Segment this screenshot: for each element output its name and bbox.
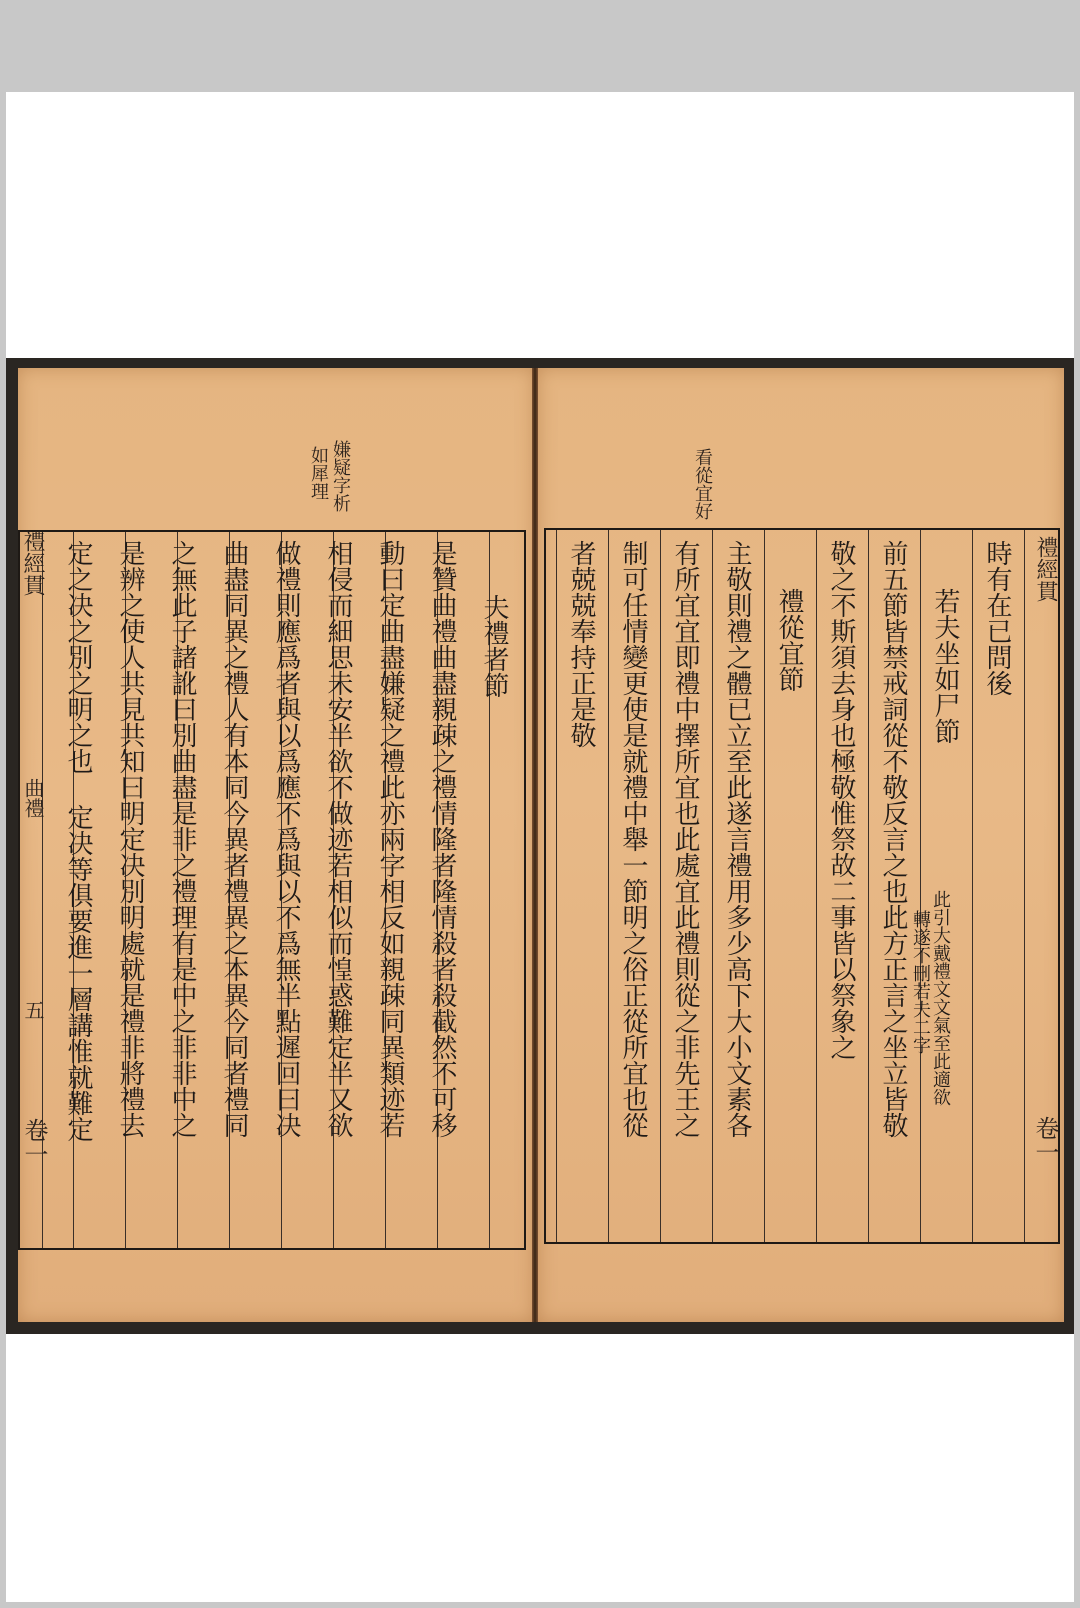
right-col-9: 者兢兢奉持正是敬 [566, 540, 596, 748]
left-top-note-1: 嫌疑字析 [330, 440, 351, 512]
left-col-2: 是贊曲禮曲盡親疎之禮情隆者隆情殺者殺截然不可移 [427, 540, 457, 1138]
right-annotation-2: 轉遂不刪若夫二字 [910, 910, 931, 1054]
left-col-9: 定之决之別之明之也 定决等俱要進一層講惟就難定 [63, 540, 93, 1142]
left-col-1: 夫禮者節 [479, 594, 509, 698]
right-col-2: 若夫坐如尸節 [930, 588, 960, 744]
left-col-8: 是辨之使人共見共知曰明定决別明處就是禮非將禮去 [115, 540, 145, 1138]
left-col-3: 動曰定曲盡嫌疑之禮此亦兩字相反如親疎同異類迹若 [375, 540, 405, 1138]
left-col-7: 之無此子諸訛曰別曲盡是非之禮理有是中之非非中之 [167, 540, 197, 1138]
left-top-note-2: 如犀理 [308, 446, 329, 500]
right-col-8: 制可任情變更使是就禮中舉一節明之俗正從所宜也從 [618, 540, 648, 1138]
right-col-7: 有所宜宜即禮中擇所宜也此處宜此禮則從之非先王之 [670, 540, 700, 1138]
right-col-6: 主敬則禮之體已立至此遂言禮用多少高下大小文素各 [722, 540, 752, 1138]
right-margin-volume: 卷一 [1031, 1116, 1059, 1164]
right-col-1: 時有在已問後 [982, 540, 1012, 696]
right-margin-title: 禮經貫 [1033, 536, 1058, 602]
right-top-note: 看從宜好 [692, 448, 713, 520]
right-annotation-1: 此引大戴禮文文氣至此適欲 [930, 890, 951, 1106]
right-col-4: 敬之不斯須去身也極敬惟祭故二事皆以祭象之 [826, 540, 856, 1060]
left-col-6: 曲盡同異之禮人有本同今異者禮異之本異今同者禮同 [219, 540, 249, 1138]
left-col-5: 做禮則應爲者與以爲應不爲與以不爲無半點遲回曰决 [271, 540, 301, 1138]
left-margin-volume: 卷一 [20, 1118, 48, 1166]
left-margin-page: 五 [21, 1000, 45, 1020]
left-margin-section: 曲禮 [21, 778, 45, 818]
left-col-4: 相侵而細思未安半欲不做迹若相似而惶惑難定半又欲 [323, 540, 353, 1138]
right-col-5: 禮從宜節 [774, 588, 804, 692]
left-margin-title: 禮經貫 [20, 530, 45, 596]
right-col-3: 前五節皆禁戒詞從不敬反言之也此方正言之坐立皆敬 [878, 540, 908, 1138]
